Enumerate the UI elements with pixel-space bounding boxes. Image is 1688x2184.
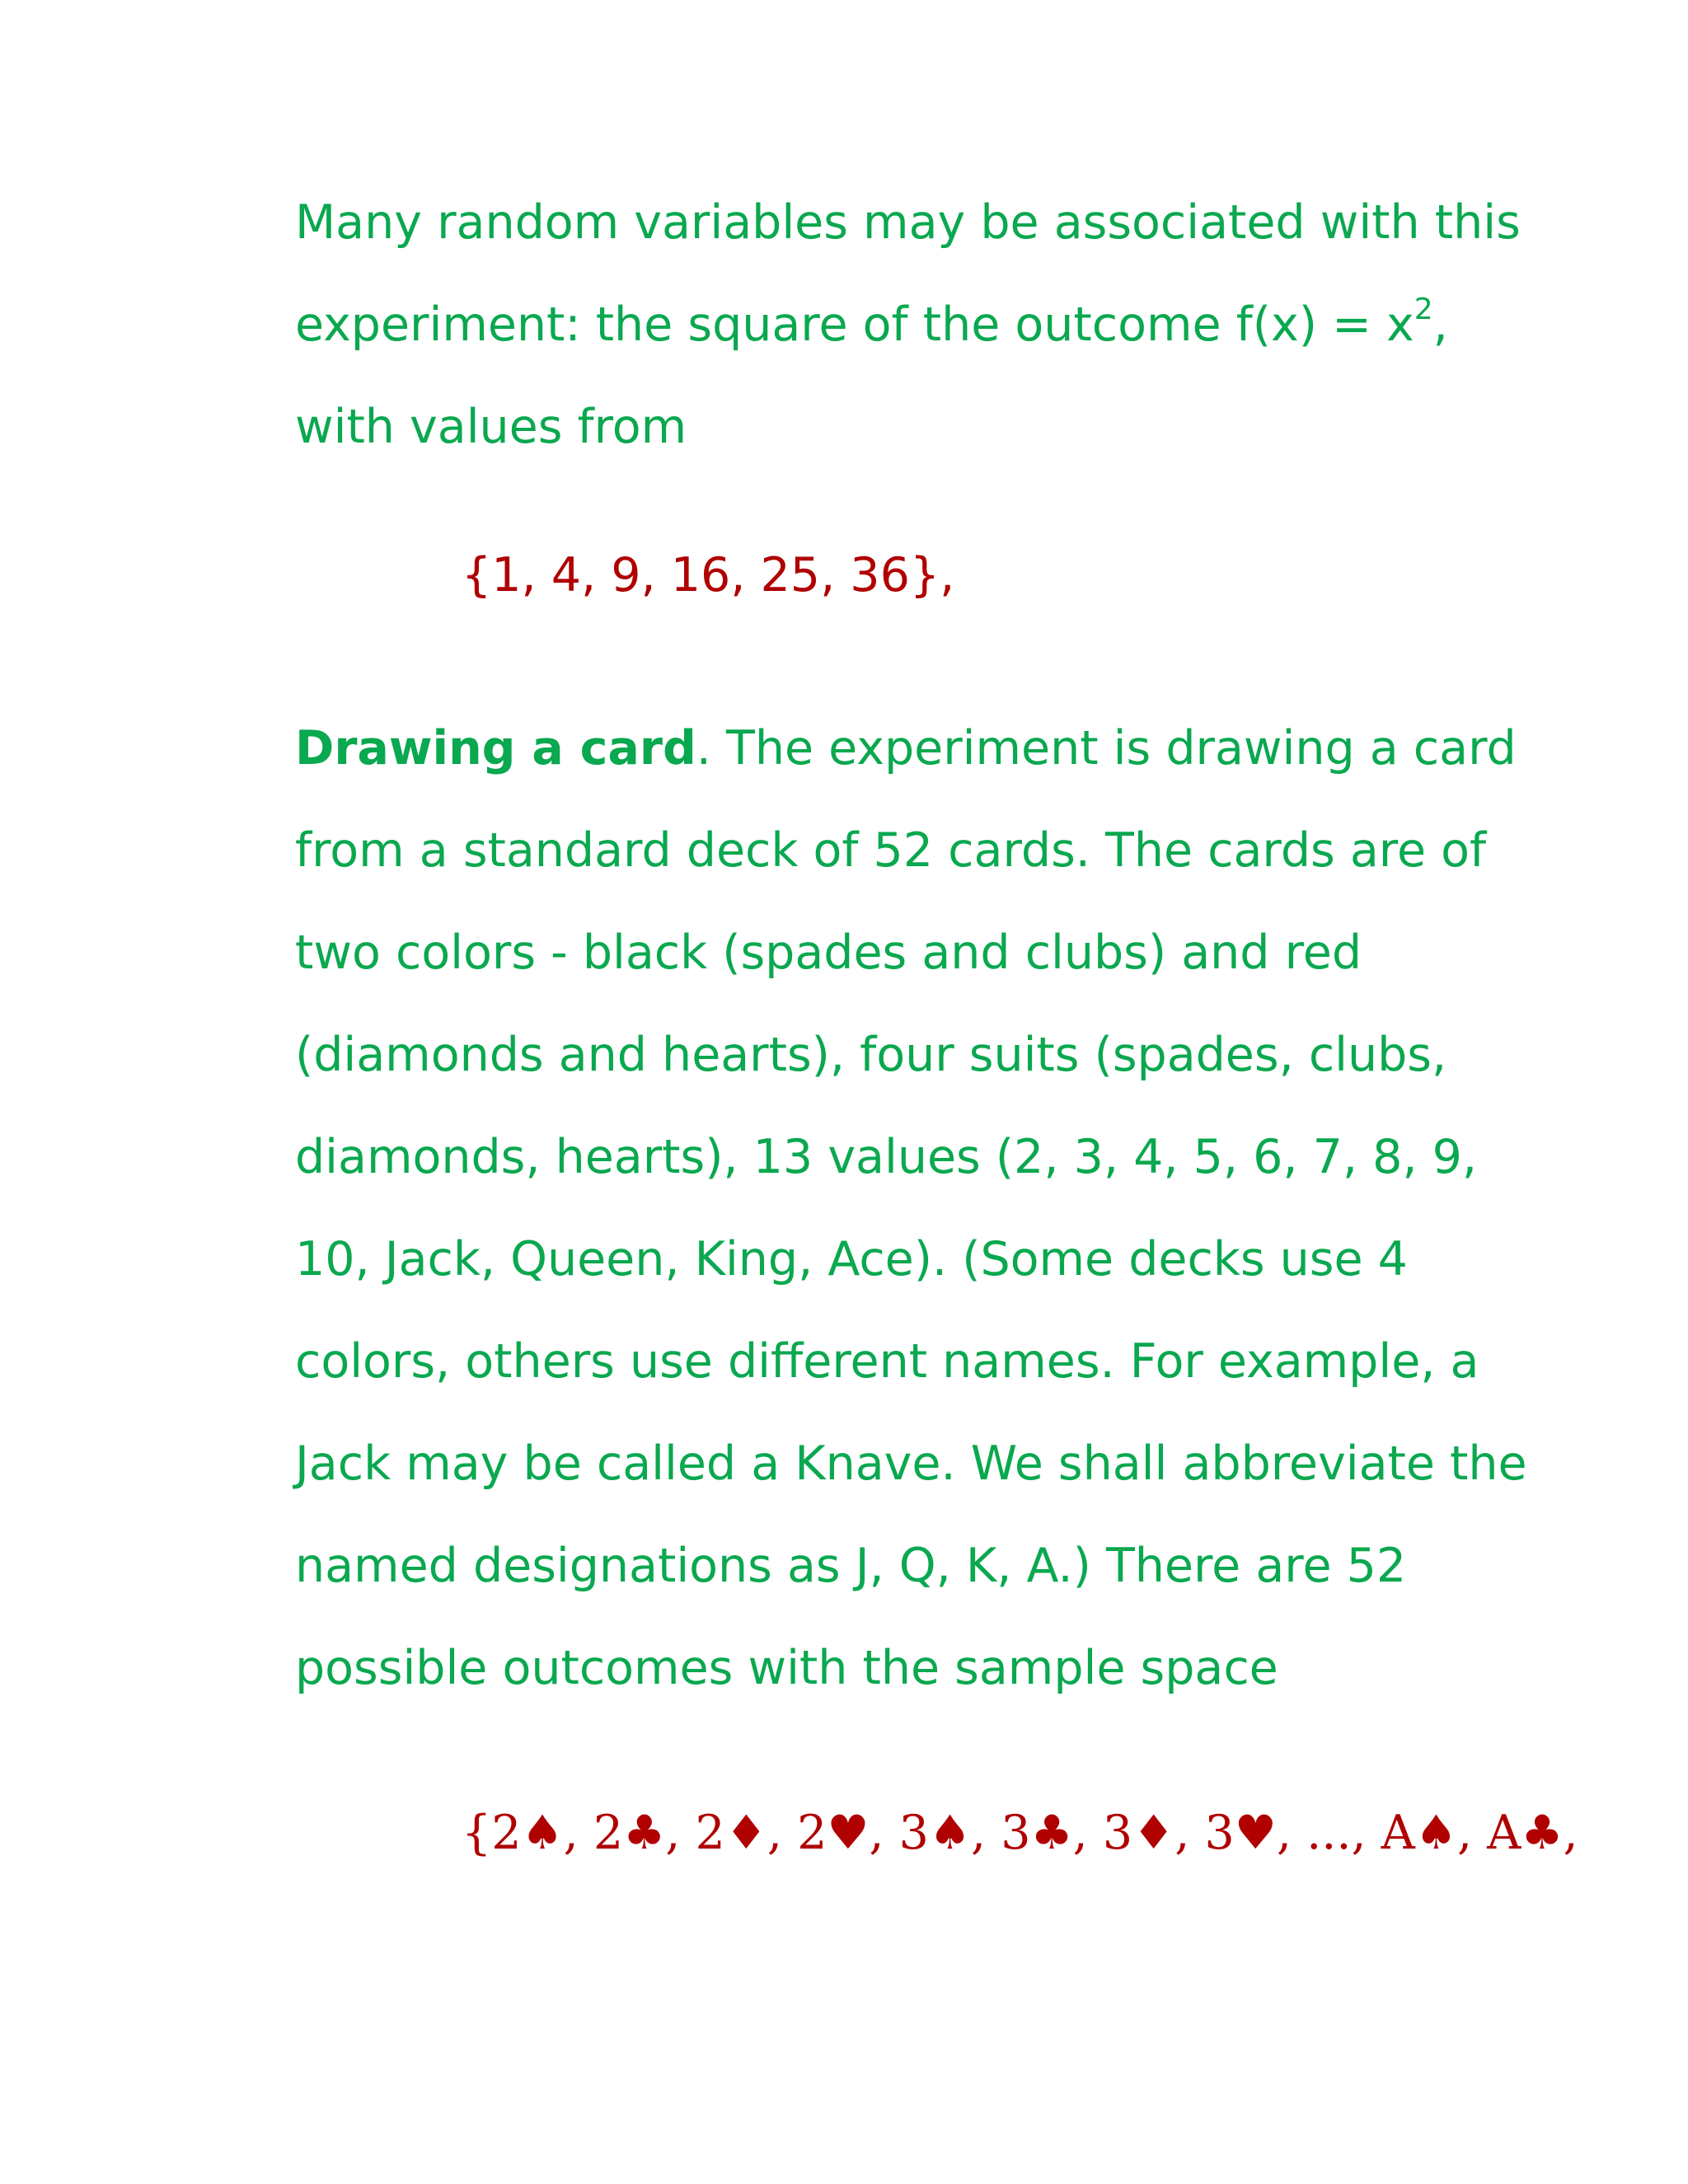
text-segment: . The experiment is drawing a card xyxy=(696,721,1517,776)
text-line: two colors - black (spades and clubs) and red xyxy=(295,926,1362,980)
section-heading: Drawing a card xyxy=(295,721,696,776)
text-line xyxy=(295,697,1527,799)
text-line: named designations as J, Q, K, A.) There are 52 xyxy=(295,1539,1407,1593)
superscript-exponent: 2 xyxy=(1414,293,1433,326)
text-line: (diamonds and hearts), four suits (spades, clubs, xyxy=(295,1028,1447,1082)
paragraph-drawing-a-card xyxy=(295,697,1527,1719)
text-line: with values from xyxy=(295,400,687,454)
formula-squares-set: {1, 4, 9, 16, 25, 36}, xyxy=(462,548,955,602)
text-line: colors, others use different names. For example, a xyxy=(295,1334,1479,1389)
text-line: from a standard deck of 52 cards. The cards are of xyxy=(295,823,1487,878)
text-line: possible outcomes with the sample space xyxy=(295,1641,1278,1695)
text-line xyxy=(295,274,1521,376)
text-line: diamonds, hearts), 13 values (2, 3, 4, 5, 6, 7, 8, 9, xyxy=(295,1130,1477,1184)
text-line: Jack may be called a Knave. We shall abbreviate the xyxy=(295,1436,1527,1491)
formula-card-sample-space: {2♠, 2♣, 2♦, 2♥, 3♠, 3♣, 3♦, 3♥, ..., A♠, A♣, xyxy=(462,1806,1578,1860)
text-line: 10, Jack, Queen, King, Ace). (Some decks use 4 xyxy=(295,1232,1408,1286)
paragraph-random-variables xyxy=(295,171,1521,478)
text-segment: , xyxy=(1432,298,1448,352)
text-segment: experiment: the square of the outcome f(x) = x xyxy=(295,298,1414,352)
text-line: Many random variables may be associated with this xyxy=(295,195,1521,250)
